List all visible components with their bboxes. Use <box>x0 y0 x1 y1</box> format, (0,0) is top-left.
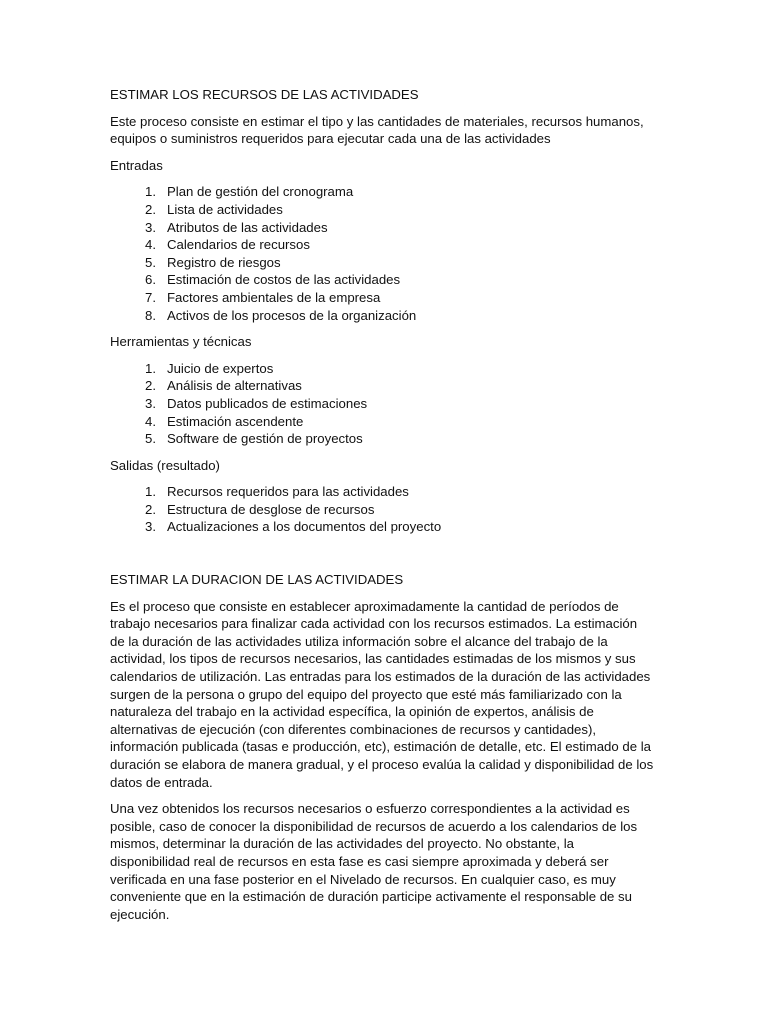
section-title-estimar-recursos: ESTIMAR LOS RECURSOS DE LAS ACTIVIDADES <box>110 87 419 102</box>
list-item: 1. Juicio de expertos <box>145 360 274 376</box>
list-item: 2. Estructura de desglose de recursos <box>145 501 375 517</box>
list-item: 4. Estimación ascendente <box>145 413 304 429</box>
list-entradas <box>110 183 655 324</box>
list-item: 5. Software de gestión de proyectos <box>145 431 363 447</box>
section-spacer <box>110 545 655 571</box>
list-herramientas <box>110 360 655 448</box>
list-item: 3. Actualizaciones a los documentos del proyecto <box>145 519 442 535</box>
heading-herramientas: Herramientas y técnicas <box>110 334 252 350</box>
list-item: 2. Lista de actividades <box>145 201 283 217</box>
document-page <box>110 86 655 932</box>
list-item: 5. Registro de riesgos <box>145 254 281 270</box>
list-item: 3. Atributos de las actividades <box>145 219 328 235</box>
list-item: 2. Análisis de alternativas <box>145 378 302 394</box>
list-item: 1. Recursos requeridos para las actividades <box>145 484 409 500</box>
section-title-estimar-duracion: ESTIMAR LA DURACION DE LAS ACTIVIDADES <box>110 572 404 588</box>
list-item: 4. Calendarios de recursos <box>145 237 310 253</box>
body-paragraph-1: Es el proceso que consiste en establecer aproximadamente la cantidad de períodos de trabajo necesarios para finalizar cada actividad con los recursos estimados. La estimación de la duración de las actividades utiliza información sobre el alcance del trabajo de la actividad, los tipos de recursos necesarios, las cantidades estimadas de los mismos y sus calendarios de utilización. Las entradas para los estimados de la duración de las actividades surgen de la persona o grupo del equipo del proyecto que esté más familiarizado con la naturaleza del trabajo en la actividad específica, la opinión de expertos, análisis de alternativas de ejecución (con diferentes combinaciones de recursos y cantidades), información publicada (tasas e producción, etc), estimación de detalle, etc. El estimado de la duración se elabora de manera gradual, y el proceso evalúa la calidad y disponibilidad de los datos de entrada. <box>110 598 654 790</box>
list-item: 3. Datos publicados de estimaciones <box>145 395 368 411</box>
heading-entradas: Entradas <box>110 157 163 173</box>
list-item: 7. Factores ambientales de la empresa <box>145 289 381 305</box>
intro-paragraph: Este proceso consiste en estimar el tipo y las cantidades de materiales, recursos humanos, equipos o suministros requeridos para ejecutar cada una de las actividades <box>110 113 644 147</box>
list-item: 6. Estimación de costos de las actividades <box>145 272 401 288</box>
heading-salidas: Salidas (resultado) <box>110 457 220 473</box>
body-paragraph-2: Una vez obtenidos los recursos necesarios o esfuerzo correspondientes a la actividad es posible, caso de conocer la disponibilidad de recursos de acuerdo a los calendarios de los mismos, determinar la duración de las actividades del proyecto. No obstante, la disponibilidad real de recursos en esta fase es casi siempre aproximada y deberá ser verificada en una fase posterior en el Nivelado de recursos. En cualquier caso, es muy conveniente que en la estimación de duración participe activamente el responsable de su ejecución. <box>110 801 638 922</box>
list-item: 1. Plan de gestión del cronograma <box>145 184 354 200</box>
list-item: 8. Activos de los procesos de la organización <box>145 307 417 323</box>
list-salidas <box>110 483 655 536</box>
